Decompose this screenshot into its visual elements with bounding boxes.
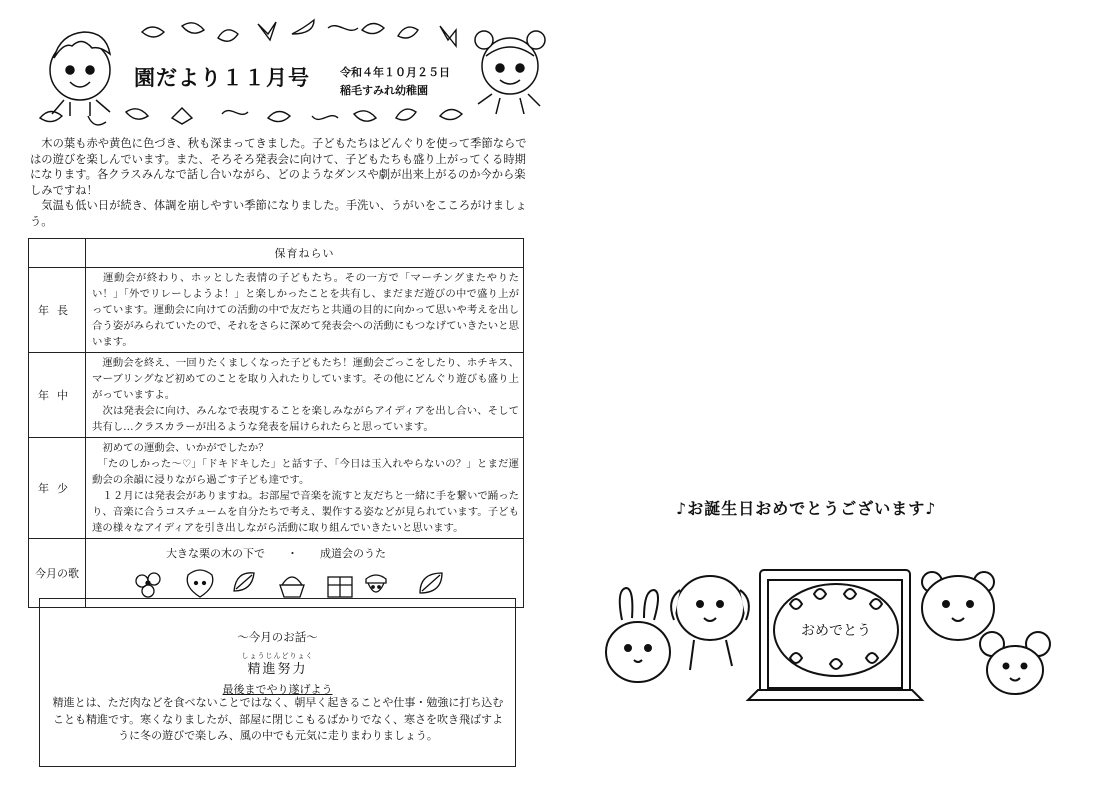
leaf-icon bbox=[258, 22, 276, 40]
leaf-icon bbox=[218, 30, 238, 41]
leaf-icon bbox=[420, 573, 442, 593]
strawberry-icon bbox=[870, 599, 882, 609]
girl-illustration bbox=[475, 31, 545, 114]
strawberry-icon bbox=[866, 653, 878, 663]
story-word-reading: しょうじんどりょく bbox=[241, 652, 314, 660]
story-body: 精進とは、ただ肉などを食べないことではなく、朝早く起きることや仕事・勉強に打ち込むことも精進です。寒くなりましたが、部屋に閉じこもるばかりでなく、寒さを吹き飛ばすように冬の遊びで楽しみ、風の中でも元気に走りまわりましょう。 bbox=[52, 696, 504, 742]
leaf-icon bbox=[126, 109, 148, 119]
aims-text-junior bbox=[86, 438, 524, 539]
issue-date: 令和４年１０月２５日 bbox=[340, 66, 450, 79]
gift-box-icon bbox=[328, 577, 352, 597]
strawberry-icon bbox=[844, 589, 856, 599]
story-heading: ～今月のお話～ bbox=[237, 630, 318, 644]
aims-text-middle bbox=[86, 353, 524, 438]
monthly-story-box bbox=[39, 598, 516, 767]
cake-message: おめでとう bbox=[801, 623, 871, 639]
leaf-icon bbox=[440, 26, 456, 46]
leaf-icon bbox=[440, 109, 462, 119]
leaf-icon bbox=[398, 27, 418, 38]
leaf-icon bbox=[142, 27, 164, 37]
song-titles: 大きな栗の木の下で ・ 成道会のうた bbox=[166, 547, 386, 560]
birthday-cake-illustration bbox=[600, 560, 1060, 730]
aims-paragraph: 「たのしかった〜♡」「ドキドキした」と話す子、「今日は玉入れやらないの？」とまだ運動会の余韻に浸りながら過ごす子ども達です。 bbox=[92, 458, 519, 486]
row-label-middle: 年中 bbox=[29, 353, 86, 438]
aims-paragraph: １２月には発表会がありますね。お部屋で音楽を流すと友だちと一緒に手を繋いで踊ったり、音楽に合うコスチュームを自分たちで考え、製作する姿などが見られています。子ども達の様々なアイディアを引き出しながら活動に取り組んでいきたいと思います。 bbox=[92, 490, 519, 534]
boy-illustration bbox=[50, 32, 110, 116]
leaf-icon bbox=[268, 111, 290, 121]
childcare-aims-table bbox=[28, 238, 524, 608]
intro-paragraph: 気温も低い日が続き、体調を崩しやすい季節になりました。手洗い、うがいをこころがけましょう。 bbox=[30, 199, 527, 228]
leaf-icon bbox=[172, 108, 192, 124]
aims-paragraph: 次は発表会に向け、みんなで表現することを楽しみながらアイディアを出し合い、そして共有し…クラスカラーが出るような発表を届けられたらと思っています。 bbox=[92, 405, 519, 433]
school-name: 稲毛すみれ幼稚園 bbox=[340, 84, 428, 97]
row-label-junior: 年少 bbox=[29, 438, 86, 539]
leaf-icon bbox=[362, 23, 384, 33]
birthday-message: ♪お誕生日おめでとうございます♪ bbox=[676, 499, 937, 518]
strawberry-icon bbox=[790, 599, 802, 609]
leaf-icon bbox=[396, 109, 416, 120]
newsletter-title: 園だより１１月号 bbox=[134, 65, 310, 90]
flowers-icon bbox=[136, 573, 160, 597]
story-subtitle: 最後までやり遂げよう bbox=[222, 683, 333, 696]
bunny-illustration bbox=[606, 588, 670, 682]
dog-illustration bbox=[671, 576, 749, 670]
leaf-icon bbox=[40, 111, 62, 121]
aims-paragraph: 初めての運動会、いかがでしたか？ bbox=[92, 442, 269, 454]
leaf-icon bbox=[292, 20, 314, 34]
strawberry-icon bbox=[790, 653, 802, 663]
aims-text-senior bbox=[86, 268, 524, 353]
acorn-face-icon bbox=[366, 575, 386, 592]
intro-text bbox=[30, 136, 530, 230]
strawberry-icon bbox=[830, 659, 842, 669]
empty-corner-cell bbox=[29, 239, 86, 268]
song-decoration-icons bbox=[130, 567, 470, 601]
leaf-icon bbox=[354, 111, 376, 121]
strawberry-icon bbox=[814, 589, 826, 599]
row-label-senior: 年長 bbox=[29, 268, 86, 353]
song-label: 今月の歌 bbox=[29, 539, 86, 608]
aims-paragraph: 運動会を終え、一回りたくましくなった子どもたち！運動会ごっこをしたり、ホチキス、マーブリングなど初めてのことを取り入れたりしています。その他にどんぐり遊びも盛り上がっていますよ。 bbox=[92, 357, 519, 401]
chestnut-face-icon bbox=[187, 570, 213, 597]
story-word: 精進努力 bbox=[247, 662, 308, 677]
bear-illustration bbox=[922, 572, 994, 640]
leaf-icon bbox=[234, 573, 254, 591]
intro-paragraph: 木の葉も赤や黄色に色づき、秋も深まってきました。子どもたちはどんぐりを使って季節ならではの遊びを楽しんでいます。また、そろそろ発表会に向けて、子どもたちも盛り上がってくる時期になります。各クラスみんなで話し合いながら、どのようなダンスや劇が出来上がるのか今から楽しみですね！ bbox=[30, 137, 527, 197]
aims-heading: 保育ねらい bbox=[86, 239, 524, 268]
aims-paragraph: 運動会が終わり、ホッとした表情の子どもたち。その一方で「マーチングまたやりたい！」「外でリレーしようよ！」と楽しかったことを共有し、まだまだ遊びの中で盛り上がっています。運動会に向けての活動の中で友だちと共通の目的に向かって思いや考えを出し合う姿がみられていたので、それをさらに深めて発表会への活動にもつなげていきたいと思います。 bbox=[92, 272, 519, 348]
leaf-icon bbox=[182, 23, 204, 33]
mouse-illustration bbox=[980, 632, 1050, 694]
cupcake-icon bbox=[280, 577, 304, 597]
